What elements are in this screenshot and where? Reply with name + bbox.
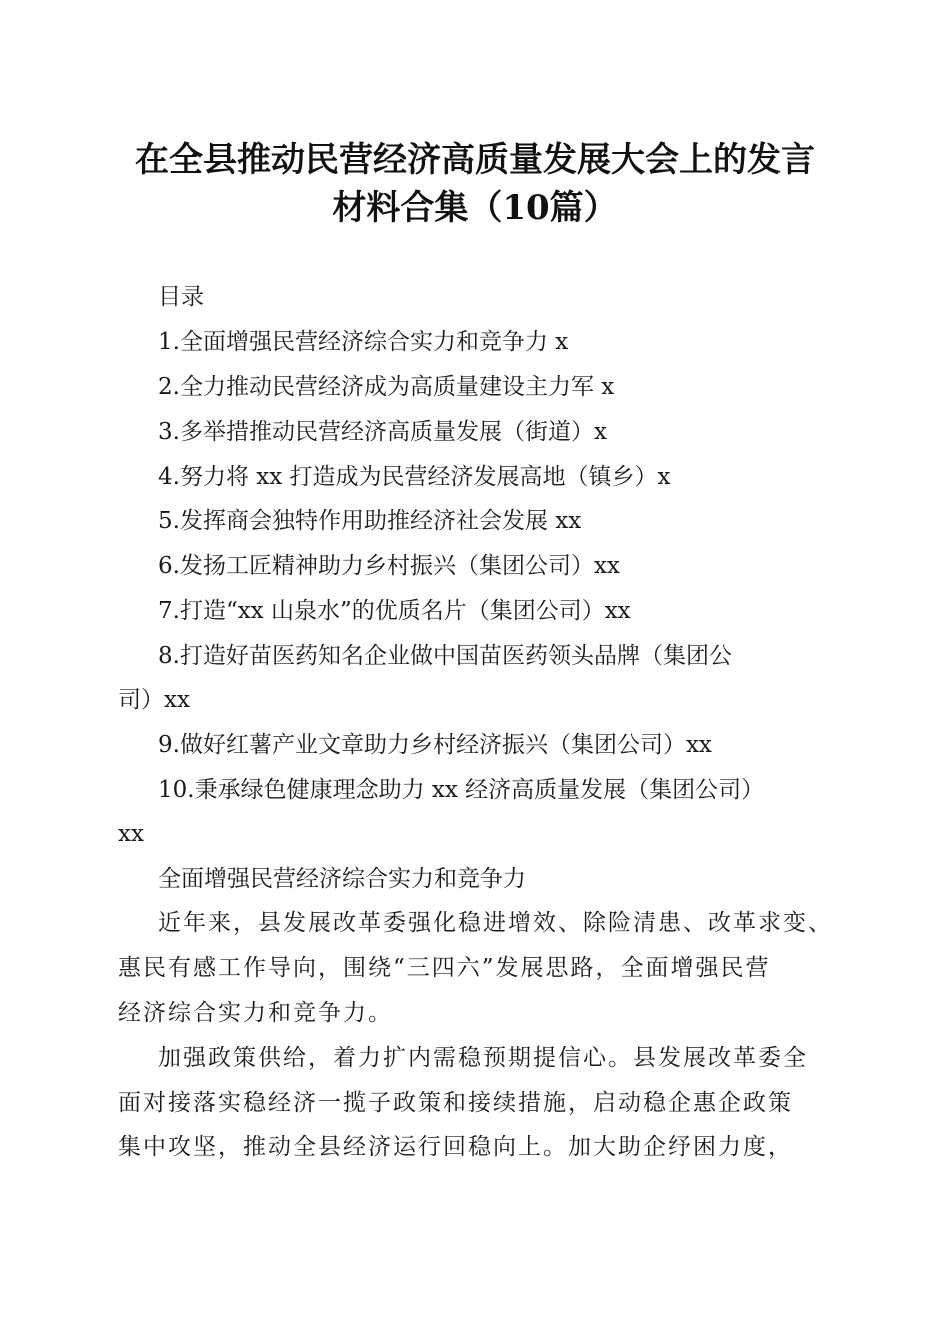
paragraph-2-line-2: 面对接落实稳经济一揽子政策和接续措施，启动稳企惠企政策: [118, 1090, 793, 1116]
paragraph-1-line-3: 经济综合实力和竞争力。: [118, 1000, 393, 1026]
toc-item-9: 9.做好红薯产业文章助力乡村经济振兴（集团公司）xx: [158, 732, 712, 758]
toc-item-7: 7.打造“xx 山泉水”的优质名片（集团公司）xx: [158, 598, 631, 624]
paragraph-1-line-2: 惠民有感工作导向，围绕“三四六”发展思路，全面增强民营: [118, 955, 771, 981]
toc-item-5: 5.发挥商会独特作用助推经济社会发展 xx: [158, 508, 582, 534]
paragraph-2-line-1: 加强政策供给，着力扩内需稳预期提信心。县发展改革委全: [158, 1045, 808, 1071]
toc-item-10-continued: xx: [118, 821, 144, 847]
document-title-line-1: 在全县推动民营经济高质量发展大会上的发言: [135, 140, 815, 180]
toc-item-2: 2.全力推动民营经济成为高质量建设主力军 x: [158, 374, 615, 400]
toc-item-8-continued: 司）xx: [118, 687, 190, 713]
toc-item-3: 3.多举措推动民营经济高质量发展（街道）x: [158, 419, 607, 445]
section-heading: 全面增强民营经济综合实力和竞争力: [158, 866, 526, 892]
document-title-line-2: 材料合集（10篇）: [332, 188, 618, 228]
toc-item-8: 8.打造好苗医药知名企业做中国苗医药领头品牌（集团公: [158, 643, 732, 669]
paragraph-2-line-3: 集中攻坚，推动全县经济运行回稳向上。加大助企纾困力度，: [118, 1134, 793, 1160]
toc-item-4: 4.努力将 xx 打造成为民营经济发展高地（镇乡）x: [158, 464, 671, 490]
toc-item-1: 1.全面增强民营经济综合实力和竞争力 x: [158, 329, 569, 355]
toc-item-10: 10.秉承绿色健康理念助力 xx 经济高质量发展（集团公司）: [158, 777, 765, 803]
toc-heading: 目录: [158, 284, 204, 310]
toc-item-6: 6.发扬工匠精神助力乡村振兴（集团公司）xx: [158, 553, 620, 579]
paragraph-1-line-1: 近年来，县发展改革委强化稳进增效、除险清患、改革求变、: [158, 910, 833, 936]
